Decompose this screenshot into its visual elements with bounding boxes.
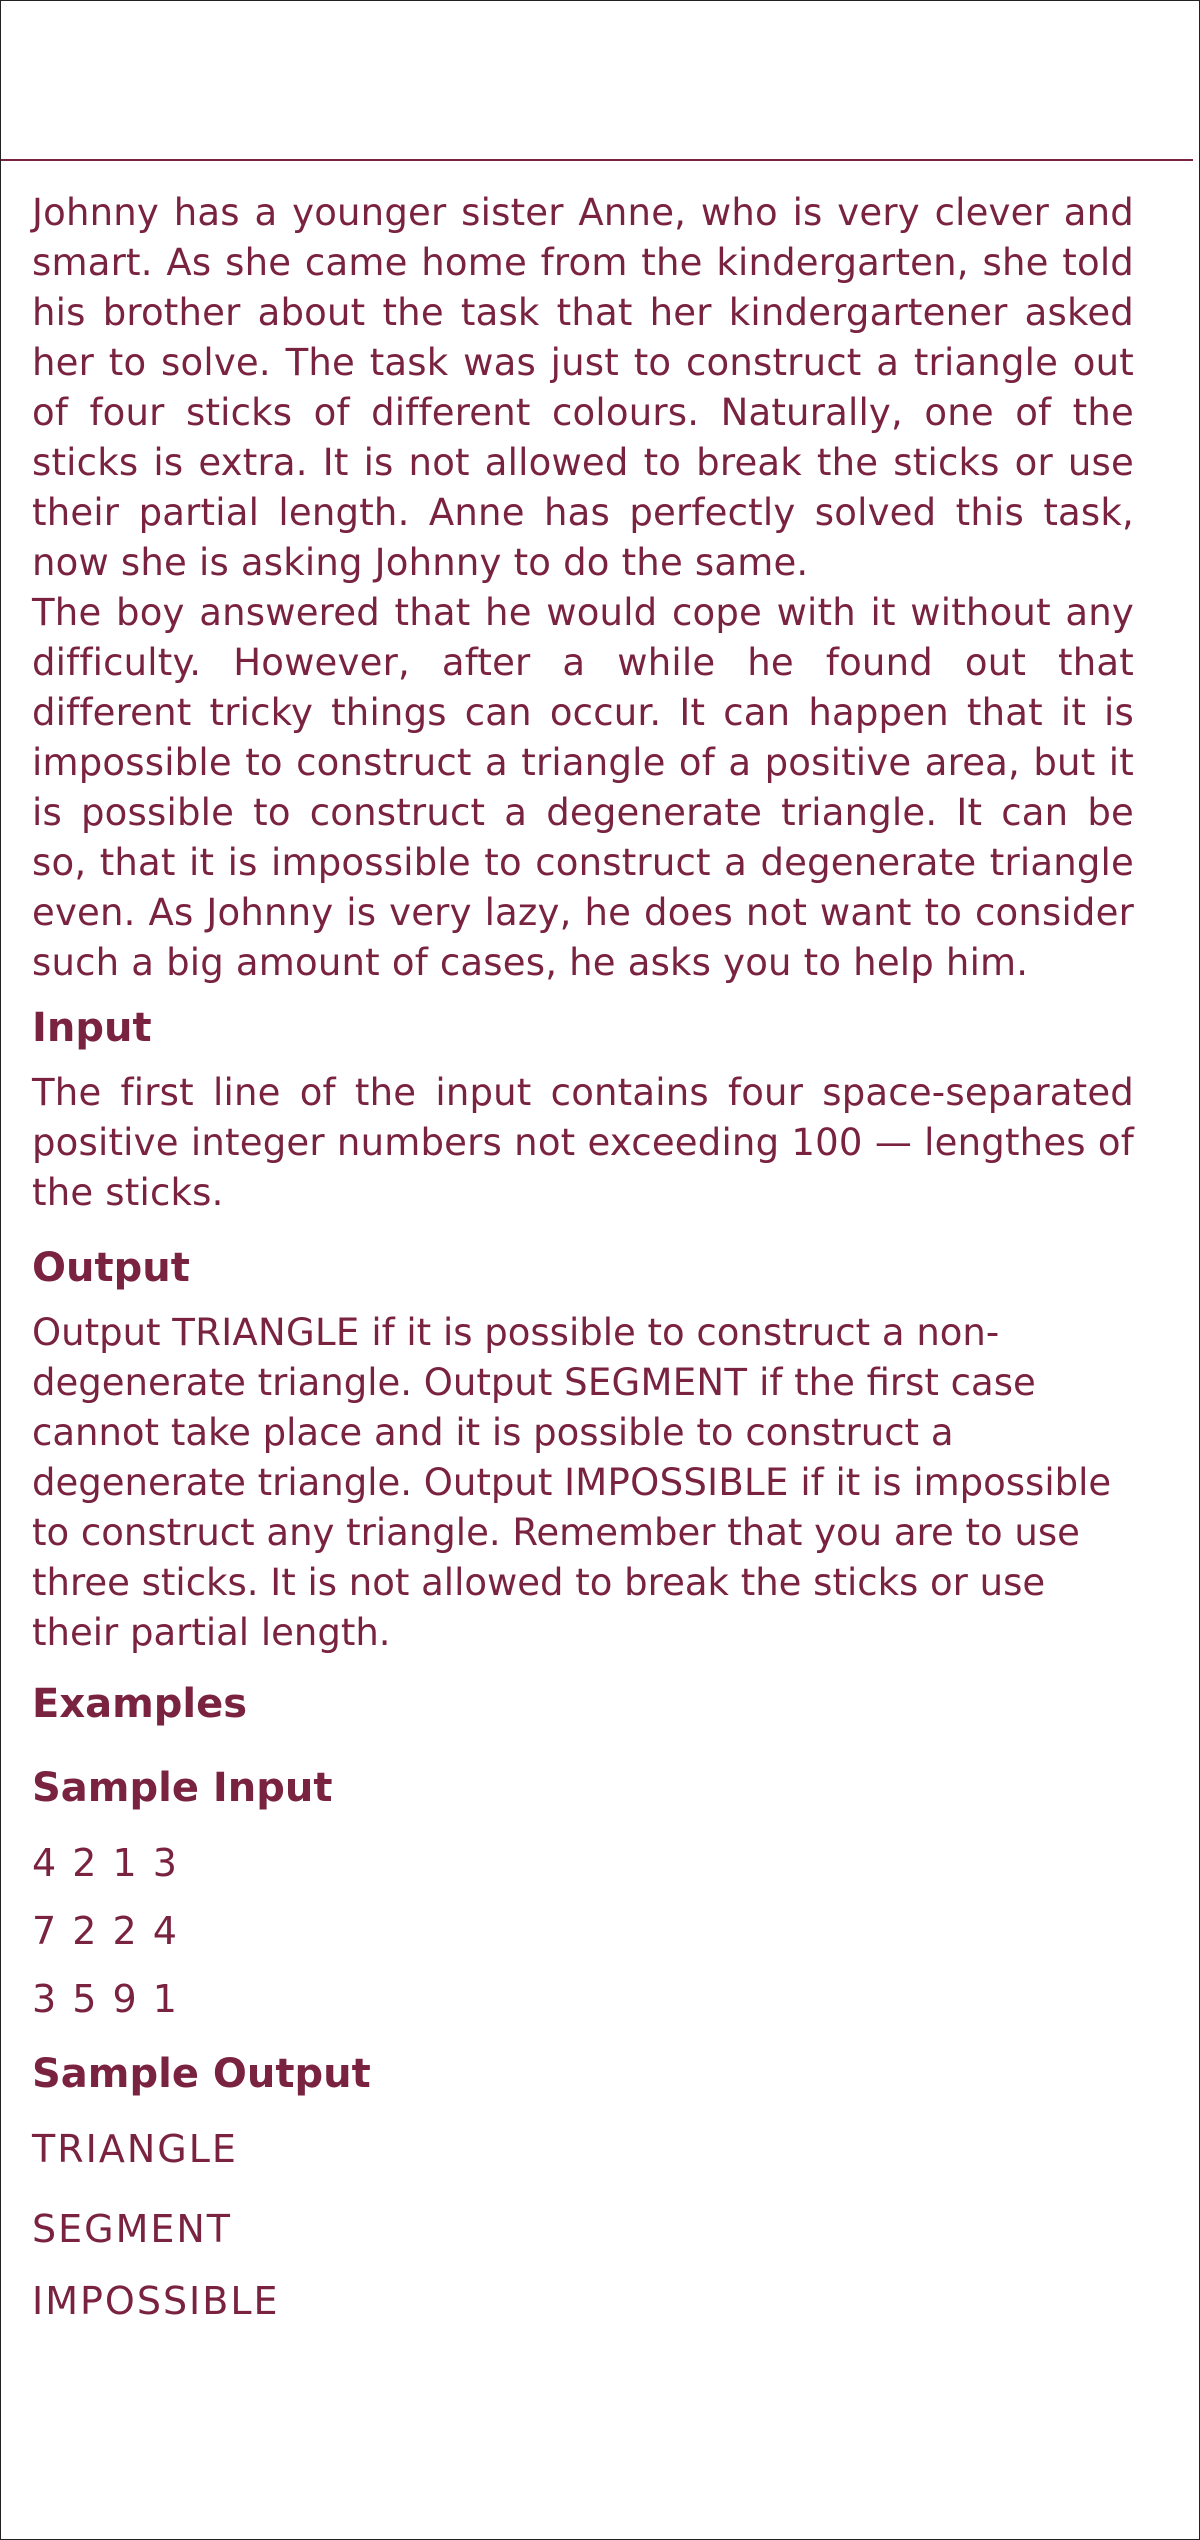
examples-title: Examples [32,1681,248,1727]
sample-output-line: TRIANGLE [32,2127,238,2171]
sample-input-line: 7 2 2 4 [32,1909,179,1953]
output-text-part-4: if it is impossible to construct any triangle. Remember that you are to use three sticks. It is not allowed to break the sticks or use their partial length. [32,1461,1112,1654]
output-description [32,1308,1134,1658]
statement-paragraph-2: The boy answered that he would cope with it without any difficulty. However, after a while he found out that different tricky things can occur. It can happen that it is impossible to construct a triangle of a positive area, but it is possible to construct a degenerate triangle. It can be so, that it is impossible to construct a degenerate triangle even. As Johnny is very lazy, he does not want to consider such a big amount of cases, he asks you to help him. [32,591,1134,984]
output-text-part-2: if it is possible to construct a non-degenerate triangle. Output [32,1311,1000,1404]
sample-output-line: SEGMENT [32,2207,233,2251]
output-code-impossible: IMPOSSIBLE [564,1461,789,1504]
output-text-part-3: if the first case cannot take place and it is possible to construct a degenerate triangle. Output [32,1361,1036,1504]
output-text-part-1: Output [32,1311,173,1354]
input-title: Input [32,1005,152,1051]
problem-content [32,188,1134,2326]
sample-input-line: 4 2 1 3 [32,1841,179,1885]
output-code-triangle: TRIANGLE [172,1311,360,1354]
output-title: Output [32,1245,190,1291]
output-code-segment: SEGMENT [564,1361,748,1404]
statement-paragraph-1: Johnny has a younger sister Anne, who is very clever and smart. As she came home from the kindergarten, she told his brother about the task that her kindergartener asked her to solve. The task was just to construct a triangle out of four sticks of different colours. Naturally, one of the sticks is extra. It is not allowed to break the sticks or use their partial length. Anne has perfectly solved this task, now she is asking Johnny to do the same. [32,191,1134,584]
sample-input-title: Sample Input [32,1765,333,1811]
input-description: The first line of the input contains four space-separated positive integer numbers not exceeding 100 — lengthes of the sticks. [32,1071,1134,1214]
sample-output-title: Sample Output [32,2051,371,2097]
sample-output-line: IMPOSSIBLE [32,2279,280,2323]
header-band [1,1,1193,161]
sample-input-line: 3 5 9 1 [32,1977,179,2021]
